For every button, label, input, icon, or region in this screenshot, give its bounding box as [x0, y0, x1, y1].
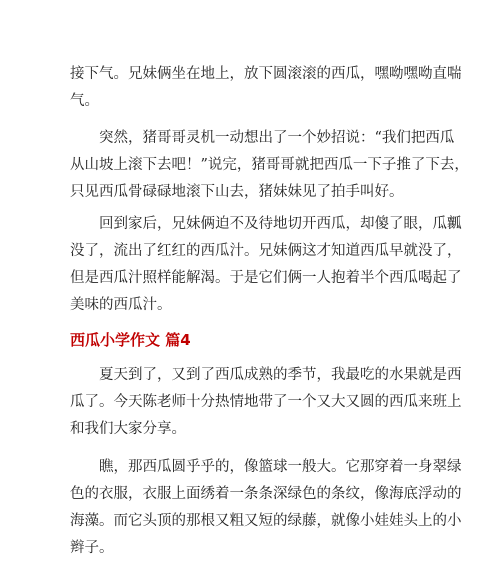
text-line: 海藻。而它头顶的那根又粗又短的绿藤，就像小娃娃头上的小 [70, 513, 462, 529]
paragraph-5 [70, 454, 462, 562]
paragraph-4 [70, 362, 462, 443]
text-line: 瞧，那西瓜圆乎乎的，像篮球一般大。它那穿着一身翠绿 [99, 459, 462, 475]
text-line: 美味的西瓜汁。 [70, 297, 172, 313]
section-heading: 西瓜小学作文 篇4 [70, 331, 191, 349]
paragraph-2 [70, 125, 469, 206]
text-line: 只见西瓜骨碌碌地滚下山去，猪妹妹见了拍手叫好。 [70, 184, 404, 200]
text-line: 气。 [70, 93, 99, 109]
text-line: 接下气。兄妹俩坐在地上，放下圆滚滚的西瓜，嘿呦嘿呦直喘 [70, 66, 462, 82]
text-line: 夏天到了，又到了西瓜成熟的季节，我最吃的水果就是西 [99, 367, 462, 383]
text-line: 色的衣服，衣服上面绣着一条条深绿色的条纹，像海底浮动的 [70, 486, 462, 502]
text-line: 和我们大家分享。 [70, 421, 186, 437]
text-line: 突然，猪哥哥灵机一动想出了一个妙招说：“我们把西瓜 [99, 130, 455, 146]
text-line: 没了，流出了红红的西瓜汁。兄妹俩这才知道西瓜早就没了， [70, 243, 462, 259]
text-line: 瓜了。今天陈老师十分热情地带了一个又大又圆的西瓜来班上 [70, 394, 462, 410]
text-line: 辫子。 [70, 540, 114, 556]
text-line: 但是西瓜汁照样能解渴。于是它们俩一人抱着半个西瓜喝起了 [70, 270, 462, 286]
paragraph-1 [70, 61, 462, 115]
text-line: 回到家后，兄妹俩迫不及待地切开西瓜，却傻了眼，瓜瓤 [99, 216, 462, 232]
text-line: 从山坡上滚下去吧！”说完，猪哥哥就把西瓜一下子推了下去， [70, 157, 469, 173]
paragraph-3 [70, 211, 462, 319]
